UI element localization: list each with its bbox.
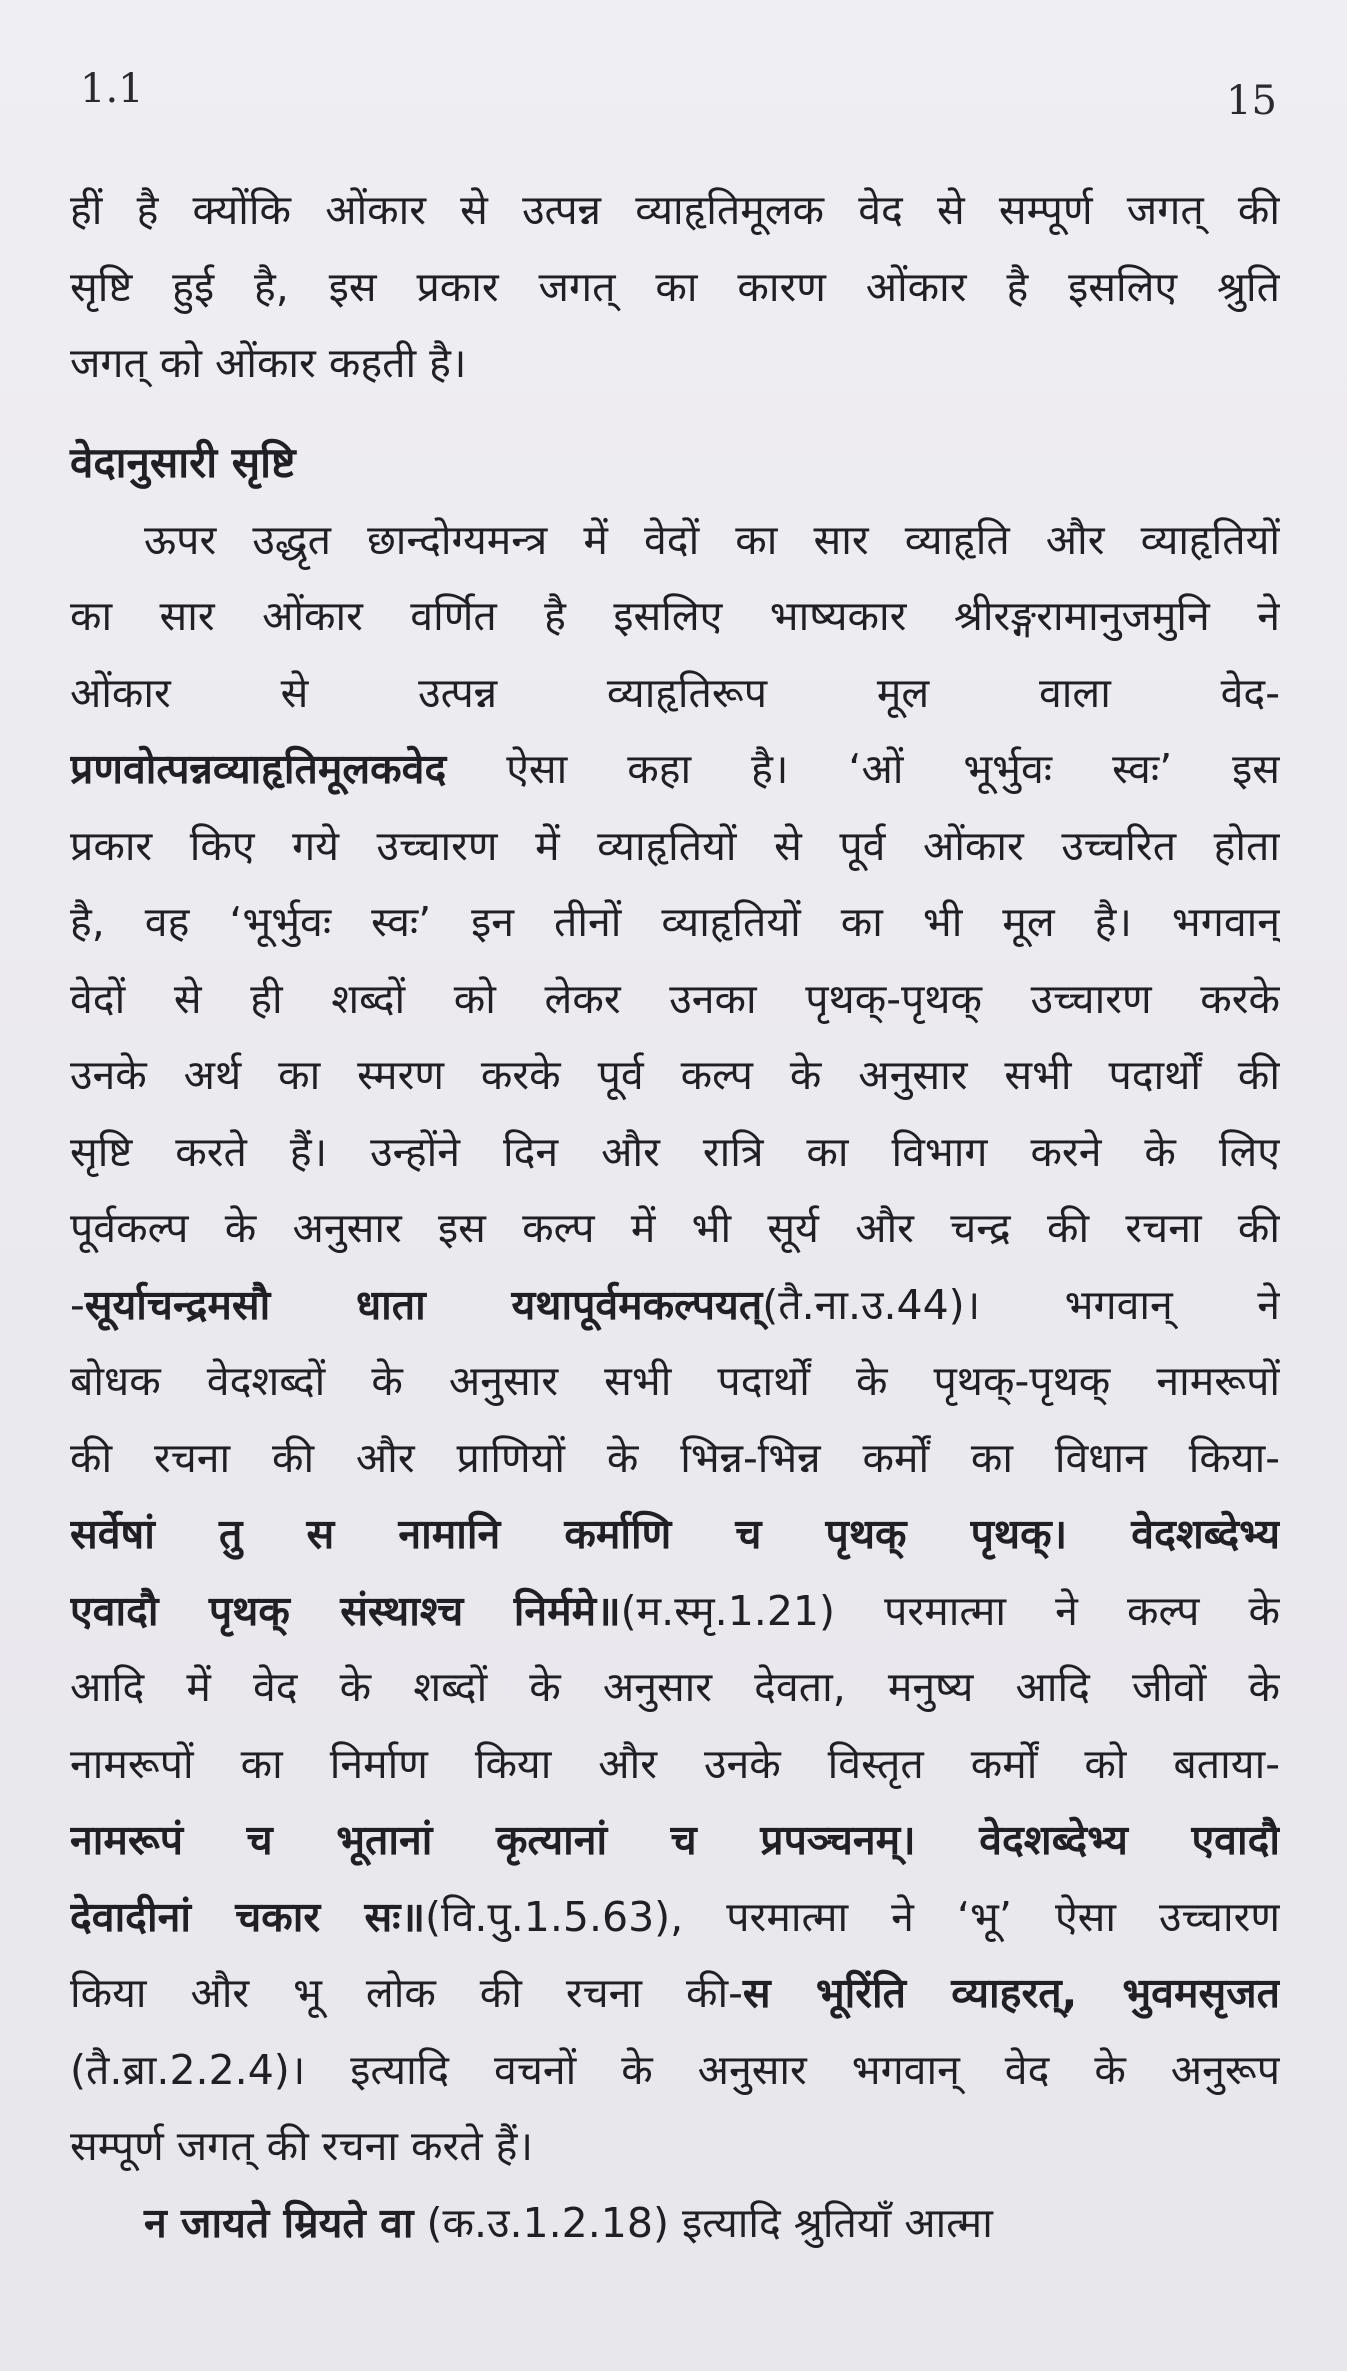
quoted-verse: देवादीनां चकार सः॥ [70, 1892, 426, 1941]
text-line [70, 1267, 1280, 1344]
text-line [70, 1955, 1280, 2032]
quoted-verse: सूर्याचन्द्रमसौ धाता यथापूर्वमकल्पयत् [84, 1280, 763, 1329]
text-span: किया और भू लोक की रचना की- [70, 1969, 743, 2017]
quoted-verse: न जायते म्रियते वा [144, 2198, 414, 2247]
text-line [70, 1879, 1280, 1956]
quoted-verse: सर्वेषां तु स नामानि कर्माणि च पृथक् पृथक्। वेदशब्देभ्य [70, 1510, 1280, 1558]
text-line [70, 731, 1280, 808]
text-line [70, 1496, 1280, 1573]
citation: (तै.ना.उ.44)। भगवान् ने [762, 1280, 1280, 1329]
text-line [70, 1573, 1280, 1650]
citation: (म.स्मृ.1.21) परमात्मा ने कल्प के [620, 1586, 1280, 1635]
page-number: 15 [1226, 78, 1277, 124]
quoted-verse: स भूरिंति व्याहरत्, भुवमसृजत [742, 1969, 1280, 2017]
text-line: (तै.ब्रा.2.2.4)। इत्यादि वचनों के अनुसार भगवान् वेद के अनुरूप [70, 2045, 1280, 2094]
text-line: का सार ओंकार वर्णित है इसलिए भाष्यकार श्रीरङ्गरामानुजमुनि ने [70, 592, 1280, 640]
quoted-verse: एवादौ पृथक् संस्थाश्च निर्ममे॥ [70, 1586, 621, 1635]
text-line: बोधक वेदशब्दों के अनुसार सभी पदार्थों के पृथक्-पृथक् नामरूपों [70, 1357, 1280, 1405]
text-span: - [70, 1280, 85, 1329]
text-line: हीं है क्योंकि ओंकार से उत्पन्न व्याहृतिमूलक वेद से सम्पूर्ण जगत् की [70, 186, 1280, 234]
section-number: 1.1 [80, 66, 144, 112]
section-heading: वेदानुसारी सृष्टि [70, 437, 296, 487]
quoted-term: प्रणवोत्पन्नव्याहृतिमूलकवेद [70, 745, 447, 793]
text-line: जगत् को ओंकार कहती है। [70, 339, 467, 387]
text-line [70, 1802, 1280, 1879]
text-line: सृष्टि हुई है, इस प्रकार जगत् का कारण ओंकार है इसलिए श्रुति [70, 262, 1280, 311]
text-line: ऊपर उद्धृत छान्दोग्यमन्त्र में वेदों का सार व्याहृति और व्याहृतियों [144, 515, 1280, 564]
text-line: सम्पूर्ण जगत् की रचना करते हैं। [70, 2122, 533, 2170]
text-line: आदि में वेद के शब्दों के अनुसार देवता, मनुष्य आदि जीवों के [70, 1663, 1280, 1711]
text-line: है, वह ‘भूर्भुवः स्वः’ इन तीनों व्याहृतियों का भी मूल है। भगवान् [70, 898, 1280, 946]
text-line: की रचना की और प्राणियों के भिन्न-भिन्न कर्मों का विधान किया- [70, 1433, 1280, 1482]
text-line: पूर्वकल्प के अनुसार इस कल्प में भी सूर्य और चन्द्र की रचना की [70, 1204, 1280, 1252]
text-line: प्रकार किए गये उच्चारण में व्याहृतियों से पूर्व ओंकार उच्चरित होता [70, 821, 1280, 870]
text-line: ओंकार से उत्पन्न व्याहृतिरूप मूल वाला वेद- [70, 668, 1280, 717]
text-line: नामरूपों का निर्माण किया और उनके विस्तृत कर्मों को बताया- [70, 1739, 1280, 1788]
citation: (वि.पु.1.5.63), परमात्मा ने ‘भू’ ऐसा उच्चारण [425, 1892, 1280, 1941]
text-span: ऐसा कहा है। ‘ओं भूर्भुवः स्वः’ इस [446, 745, 1280, 793]
text-line: वेदों से ही शब्दों को लेकर उनका पृथक्-पृथक् उच्चारण करके [70, 974, 1280, 1023]
text-line: सृष्टि करते हैं। उन्होंने दिन और रात्रि का विभाग करने के लिए [70, 1127, 1280, 1176]
citation: (क.उ.1.2.18) इत्यादि श्रुतियाँ आत्मा [413, 2198, 993, 2247]
page-body [70, 172, 1280, 2261]
text-line [70, 2185, 1280, 2262]
text-line: उनके अर्थ का स्मरण करके पूर्व कल्प के अनुसार सभी पदार्थों की [70, 1051, 1280, 1099]
quoted-verse: नामरूपं च भूतानां कृत्यानां च प्रपञ्चनम्। वेदशब्देभ्य एवादौ [70, 1816, 1280, 1864]
